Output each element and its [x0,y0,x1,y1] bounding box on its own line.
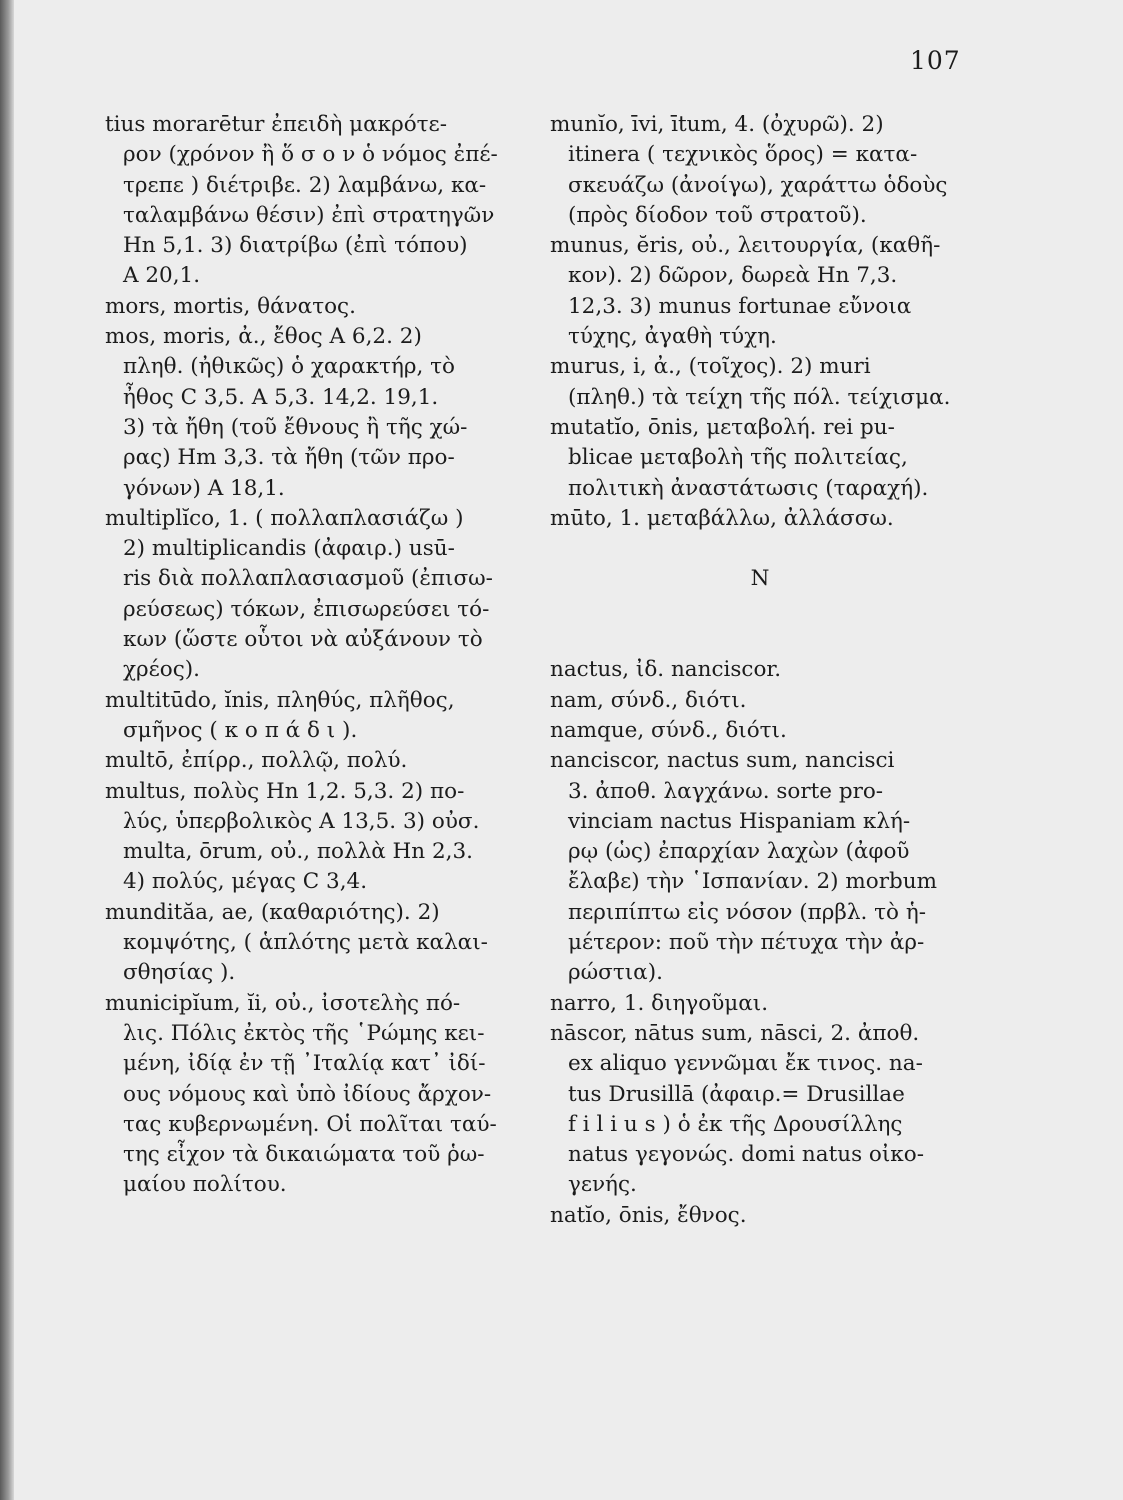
entry-continuation-line: ους νόμους καὶ ὑπὸ ἰδίους ἄρχον- [123,1081,492,1107]
entry-continuation-line: ἦθος C 3,5. A 5,3. 14,2. 19,1. [123,384,439,410]
entry-headword-line: mutatĭo, ōnis, μεταβολή. rei pu- [550,414,895,440]
entry-headword-line: multitūdo, ĭnis, πληθύς, πλῆθος, [105,687,455,713]
section-letter-heading [550,564,970,594]
left-column [105,110,525,1201]
entry-continuation-line: multa, ōrum, οὐ., πολλὰ Hn 2,3. [123,839,474,865]
entry-continuation-line: ρεύσεως) τόκων, ἐπισωρεύσει τό- [123,596,490,622]
entry-continuation-line: σκευάζω (ἀνοίγω), χαράττω ὁδοὺς [568,172,948,198]
entry-continuation-line: 4) πολύς, μέγας C 3,4. [123,869,368,895]
spacer [550,534,970,564]
entry-headword-line: mundităa, ae, (καθαριότης). 2) [105,899,440,925]
entry-continuation-line: (πρὸς δίοδον τοῦ στρατοῦ). [568,202,867,228]
spacer [550,625,970,655]
entry-continuation-line: natus γεγονώς. domi natus οἰκο- [568,1142,924,1168]
entry-continuation-line: ρον (χρόνον ἢ ὅ σ ο ν ὁ νόμος ἐπέ- [123,142,498,168]
entry-continuation-line: ρας) Hm 3,3. τὰ ἤθη (τῶν προ- [123,445,455,471]
entry-continuation-line: Hn 5,1. 3) διατρίβω (ἐπὶ τόπου) [123,233,468,259]
entry-continuation-line: κων (ὥστε οὗτοι νὰ αὐξάνουν τὸ [123,627,483,653]
entry-continuation-line: πολιτικὴ ἀναστάτωσις (ταραχή). [568,475,929,501]
right-column-top-entries [550,110,970,534]
spacer [550,595,970,625]
entry-continuation-line: γόνων) A 18,1. [123,475,285,501]
entry-continuation-line: σθησίας ). [123,960,236,986]
entry-headword-line: mūto, 1. μεταβάλλω, ἀλλάσσω. [550,505,894,531]
entry-continuation-line: μένη, ἰδίᾳ ἐν τῇ ᾽Ιταλίᾳ κατ᾽ ἰδί- [123,1051,486,1077]
entry-continuation-line: περιπίπτω εἰς νόσον (πρβλ. τὸ ἡ- [568,899,926,925]
entry-continuation-line: γενής. [568,1172,637,1198]
entry-continuation-line: 2) multiplicandis (ἀφαιρ.) usū- [123,536,455,562]
entry-continuation-line: λύς, ὑπερβολικὸς A 13,5. 3) οὐσ. [123,808,480,834]
entry-continuation-line: μαίου πολίτου. [123,1172,287,1198]
entry-continuation-line: ἔλαβε) τὴν ῾Ισπανίαν. 2) morbum [568,869,937,895]
entry-continuation-line: itinera ( τεχνικὸς ὅρος) = κατα- [568,142,918,168]
entry-continuation-line: σμῆνος ( κ ο π ά δ ι ). [123,717,358,743]
entry-continuation-line: κον). 2) δῶρον, δωρεὰ Hn 7,3. [568,263,898,289]
book-gutter-shadow [0,0,14,1500]
entry-continuation-line: tus Drusillā (ἀφαιρ.= Drusillae [568,1081,905,1107]
entry-continuation-line: ex aliquo γεννῶμαι ἔκ τινος. na- [568,1051,923,1077]
entry-continuation-line: τρεπε ) διέτριβε. 2) λαμβάνω, κα- [123,172,487,198]
entry-continuation-line: blicae μεταβολὴ τῆς πολιτείας, [568,445,908,471]
entry-continuation-line: ταλαμβάνω θέσιν) ἐπὶ στρατηγῶν [123,202,495,228]
entry-continuation-line: f i l i u s ) ὁ ἐκ τῆς Δρουσίλλης [568,1111,903,1137]
entry-headword-line: nanciscor, nactus sum, nancisci [550,748,895,774]
page-number: 107 [910,46,961,75]
entry-continuation-line: χρέος). [123,657,201,683]
entry-headword-line: multiplĭco, 1. ( πολλαπλασιάζω ) [105,505,464,531]
entry-headword-line: mors, mortis, θάνατος. [105,293,356,319]
entry-headword-line: nāscor, nātus sum, nāsci, 2. ἀποθ. [550,1020,920,1046]
entry-headword-line: munĭo, īvi, ītum, 4. (ὀχυρῶ). 2) [550,112,884,137]
entry-continuation-line: λις. Πόλις ἐκτὸς τῆς ῾Ρώμης κει- [123,1020,485,1046]
entry-headword-line: nam, σύνδ., διότι. [550,687,747,713]
right-column [550,110,970,1231]
right-column-bottom-entries [550,655,970,1231]
entry-continuation-line: μέτερον: ποῦ τὴν πέτυχα τὴν ἀρ- [568,930,925,956]
entry-continuation-line: τύχης, ἀγαθὴ τύχη. [568,324,777,350]
entry-continuation-line: ρώστια). [568,960,663,986]
entry-continuation-line: vinciam nactus Hispaniam κλή- [568,808,911,834]
entry-headword-line: multus, πολὺς Hn 1,2. 5,3. 2) πο- [105,778,465,804]
entry-continuation-line: ris διὰ πολλαπλασιασμοῦ (ἐπισω- [123,566,493,592]
section-letter: N [750,566,770,592]
entry-headword-line: mos, moris, ἀ., ἔθος A 6,2. 2) [105,324,422,350]
entry-headword-line: munus, ĕris, οὐ., λειτουργία, (καθῆ- [550,233,941,259]
entry-continuation-line: 3. ἀποθ. λαγχάνω. sorte pro- [568,778,884,804]
entry-headword-line: nactus, ἰδ. nanciscor. [550,657,782,683]
entry-continuation-line: 12,3. 3) munus fortunae εὔνοια [568,293,912,319]
entry-continuation-line: της εἶχον τὰ δικαιώματα τοῦ ῥω- [123,1142,485,1168]
entry-continuation-line: 3) τὰ ἤθη (τοῦ ἔθνους ἢ τῆς χώ- [123,414,468,440]
entry-headword-line: narro, 1. διηγοῦμαι. [550,990,769,1016]
entry-headword-line: tius morarētur ἐπειδὴ μακρότε- [105,112,447,137]
entry-continuation-line: πληθ. (ἠθικῶς) ὁ χαρακτήρ, τὸ [123,354,455,380]
entry-continuation-line: τας κυβερνωμένη. Οἱ πολῖται ταύ- [123,1111,497,1137]
entry-continuation-line: (πληθ.) τὰ τείχη τῆς πόλ. τείχισμα. [568,384,951,410]
entry-headword-line: multō, ἐπίρρ., πολλῷ, πολύ. [105,748,408,774]
entry-continuation-line: A 20,1. [123,263,201,289]
entry-continuation-line: ρῳ (ὡς) ἐπαρχίαν λαχὼν (ἀφοῦ [568,839,910,865]
entry-headword-line: namque, σύνδ., διότι. [550,717,787,743]
entry-headword-line: municipĭum, ĭi, οὐ., ἰσοτελὴς πό- [105,990,461,1016]
entry-headword-line: natĭo, ōnis, ἔθνος. [550,1202,747,1228]
entry-continuation-line: κομψότης, ( ἁπλότης μετὰ καλαι- [123,930,488,956]
entry-headword-line: murus, i, ἀ., (τοῖχος). 2) muri [550,354,871,380]
